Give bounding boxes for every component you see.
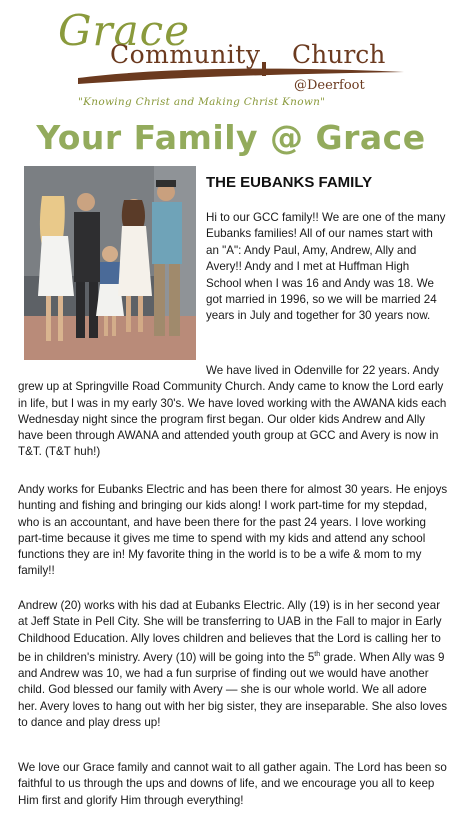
article-title: THE EUBANKS FAMILY: [206, 174, 373, 191]
church-logo: [0, 0, 462, 118]
logo-tagline: "Knowing Christ and Making Christ Known": [78, 96, 326, 108]
page-title: Your Family @ Grace: [36, 118, 426, 157]
logo-location-text: @Deerfoot: [294, 78, 365, 93]
ordinal-suffix: th: [314, 650, 321, 658]
logo-community-text: Community: [110, 40, 261, 69]
paragraph-church-history: We have lived in Odenville for 22 years. Andy grew up at Springville Road Community Church. Andy came to know the Lord early in life, but I was in my early 30's. We have loved working with the AWANA kids each Wednesday night since the program first began. Our older kids Andrew and Ally have been through AWANA and attended youth group at GCC and Avery is now in T&T. (T&T huh!): [18, 364, 447, 459]
children-text-part-1: Andrew (20) works with his dad at Eubanks Electric. Ally (19) is in her second year at Jeff State in Pell City. She will be transferring to UAB in the Fall to major in Early Childhood Education. Ally loves children and believes that the Lord is calling her to be in children's ministry. Avery (10) will be going into the 5: [18, 599, 442, 664]
paragraph-children: [18, 598, 448, 731]
paragraph-closing: We love our Grace family and cannot wait to all gather again. The Lord has been so faithful to us through the ups and downs of life, and we encourage you all to keep Him first and glorify Him through everything!: [18, 761, 447, 807]
logo-grace-text: Grace: [58, 6, 191, 55]
intro-paragraph: Hi to our GCC family!! We are one of the many Eubanks families! All of our names start with an "A": Andy Paul, Amy, Andrew, Ally and Avery!! Andy and I met at Huffman High School when I was 16 and Andy was 18. We got married in 1996, so we will be married 24 years in July and together for 30 years now.: [206, 211, 446, 323]
children-text-part-2: grade. When Ally was 9 and Andrew was 10, we had a fun surprise of finding out we would have another child. God blessed our family with Avery — she is our whole world. We all adore her. Avery loves to hang out with her big sister, they are inseparable. She also loves to dance and play dress up!: [18, 650, 448, 729]
logo-church-text: Church: [292, 40, 386, 69]
paragraph-work-life: Andy works for Eubanks Electric and has been there for almost 30 years. He enjoys hunting and fishing and bringing our kids along! I work part-time for my stepdad, who is an accountant, and have been there for the past 24 years. I love working part-time because it gives me time to spend with my kids and attend any school functions they are in! My favorite thing in the world is to be a wife & mom to my family!!: [18, 483, 448, 578]
family-photo: [24, 166, 196, 360]
